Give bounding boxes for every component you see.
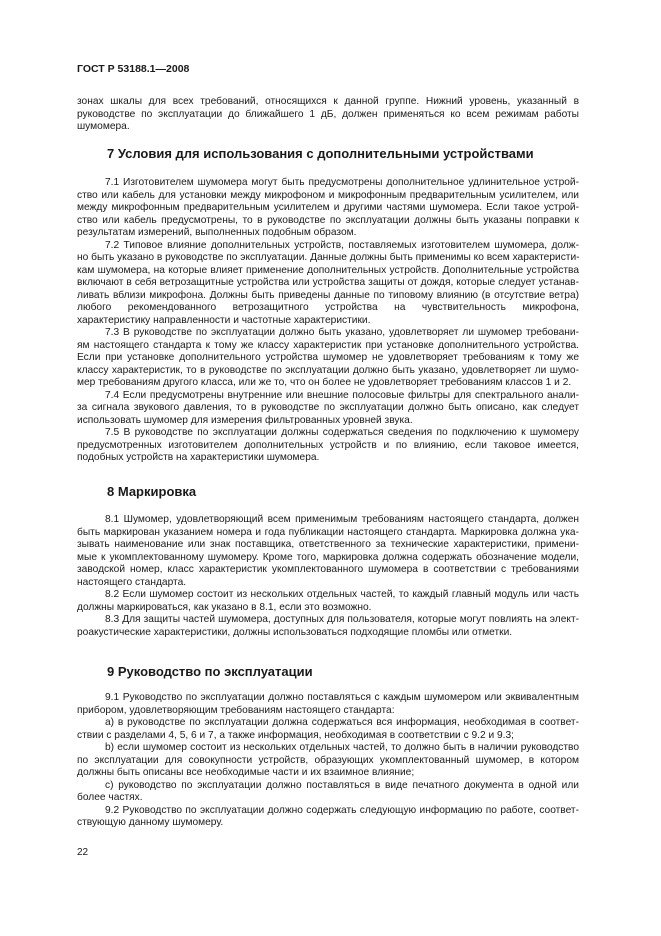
paragraph [77,177,579,240]
text-line: 8.2 Если шумомер состоит из нескольких отдельных частей, то каждый главный модуль или часть [105,589,579,600]
text-line: подобных устройств на характеристики шумомера. [77,452,320,463]
text-line: должны маркироваться, как указано в 8.1, если это возможно. [77,601,372,613]
paragraph [77,327,579,390]
document-header: ГОСТ Р 53188.1—2008 [77,63,190,75]
text-line: ство или кабель для установки между микрофоном и микрофонным предварительным усилителем, или [77,189,579,201]
text-line: 9.2 Руководство по эксплуатации должно содержать следующую информацию по работе, соответ- [105,804,579,816]
paragraph [77,514,579,589]
section-9-body [77,692,579,830]
text-line: классу характеристик, то в руководстве по эксплуатации должно быть указано, удовлетворяет ли шумо- [77,364,579,376]
paragraph [77,390,579,428]
text-line: а) в руководстве по эксплуатации должна содержаться вся информация, необходимая в соответ- [105,717,579,728]
section-9-heading: 9 Руководство по эксплуатации [107,664,313,679]
page-number: 22 [77,847,89,858]
text-line: ствующую данному шумомеру. [77,817,224,828]
paragraph [77,742,579,780]
text-line: но быть указано в руководстве по эксплуатации. Данные должны быть применимы ко всем характеристи- [77,252,580,263]
text-line: ям настоящего стандарта к тому же классу характеристик при установке дополнительного устройства. [77,339,579,351]
text-line: ствии с разделами 4, 5, 6 и 7, а также информация, необходимая в соответствии с 9.2 и 9.3; [77,729,515,741]
text-line: настоящего стандарта. [77,576,187,588]
section-7-heading: 7 Условия для использования с дополнительными устройствами [107,146,534,161]
section-8-body [77,514,579,639]
text-line: 7.5 В руководстве по эксплуатации должны содержаться сведения по подключению к шумомеру [105,427,579,438]
paragraph [77,427,579,465]
text-line: шумомера. [77,121,130,132]
text-line: зонах шкалы для всех требований, относящихся к данной группе. Нижний уровень, указанный в [77,96,579,107]
text-line: результатам измерений, выполненных подобным образом. [77,227,357,238]
paragraph [77,780,579,805]
text-line: по эксплуатации для совокупности устройств, образующих укомплектованный шумомер, в котором [77,754,579,766]
text-line: ство или кабель предусмотрены, то в руководстве по эксплуатации должны быть указаны поправки к [77,214,579,226]
text-line: 7.3 В руководстве по эксплуатации должно быть указано, удовлетворяет ли шумомер требовани- [105,327,579,338]
text-line: использовать шумомер для измерения фильтрованных уровней звука. [77,414,413,426]
paragraph [77,717,579,742]
intro-paragraph [77,96,579,134]
paragraph [77,96,579,134]
text-line: любого рекомендованного ветрозащитного устройства на чувствительность микрофона, [77,302,579,313]
paragraph [77,589,579,614]
section-8-heading: 8 Маркировка [107,484,197,499]
text-line: включают в себя ветрозащитные устройства или устройства защиты от дождя, которые следует устанав- [77,277,579,288]
paragraph [77,240,579,328]
text-line: должны быть описаны все необходимые части и их взаимное влияние; [77,767,415,778]
text-line: за сигнала звукового давления, то в руководстве по эксплуатации должно быть описано, как следует [77,402,579,413]
text-line: между микрофонным предварительным усилителем и другими частями шумомера. Если такое устрой- [77,202,579,213]
text-line: мер требованиям другого класса, или же то, что он более не удовлетворяет требованиям классов 1 и 2. [77,377,572,388]
text-line: с) руководство по эксплуатации должно поставляться в виде печатного документа в одной или [105,779,579,791]
text-line: 8.1 Шумомер, удовлетворяющий всем применимым требованиям настоящего стандарта, должен [105,514,579,525]
text-line: зывать наименование или знак поставщика, ответственного за технические характеристики, примени- [77,539,579,550]
paragraph [77,614,579,639]
text-line: более частях. [77,792,143,803]
text-line: быть маркирован указанием номера и года публикации настоящего стандарта. Маркировка должна ука- [77,526,579,538]
text-line: b) если шумомер состоит из нескольких отдельных частей, то должно быть в наличии руководство [105,742,579,753]
text-line: 7.1 Изготовителем шумомера могут быть предусмотрены дополнительное удлинительное устрой- [105,177,579,188]
paragraph [77,692,579,717]
text-line: заводской номер, класс характеристик укомплектованного шумомера в соответствии с требованиями [77,564,579,575]
section-7-body [77,177,579,465]
text-line: кам шумомера, на которые влияет применение дополнительных устройств. Дополнительные устройства [77,264,579,276]
text-line: 7.4 Если предусмотрены внутренние или внешние полосовые фильтры для спектрального анали- [105,389,579,401]
text-line: предусмотренных изготовителем дополнительных устройств и по влиянию, если таковое имеется, [77,439,579,451]
text-line: ливать вблизи микрофона. Должны быть приведены данные по типовому влиянию (в отсутствие ветра) [77,289,579,301]
text-line: характеристику направленности и частотные характеристики. [77,314,371,326]
text-line: роакустические характеристики, должны использоваться подходящие пломбы или отметки. [77,626,513,638]
text-line: мые к укомплектованному шумомеру. Кроме того, маркировка должна содержать обозначение модели, [77,551,579,563]
text-line: 9.1 Руководство по эксплуатации должно поставляться с каждым шумомером или эквивалентным [105,692,579,703]
text-line: Если при установке дополнительного устройства шумомер не удовлетворяет требованиям к тому же [77,352,579,363]
text-line: 8.3 Для защиты частей шумомера, доступных для пользователя, которые могут повлиять на элект- [105,614,579,625]
text-line: руководстве по эксплуатации до ближайшего 1 дБ, должен применяться ко всем режимам работы [77,108,579,120]
text-line: прибором, удовлетворяющим требованиям настоящего стандарта: [77,704,395,716]
text-line: 7.2 Типовое влияние дополнительных устройств, поставляемых изготовителем шумомера, долж- [105,239,579,251]
paragraph [77,805,579,830]
